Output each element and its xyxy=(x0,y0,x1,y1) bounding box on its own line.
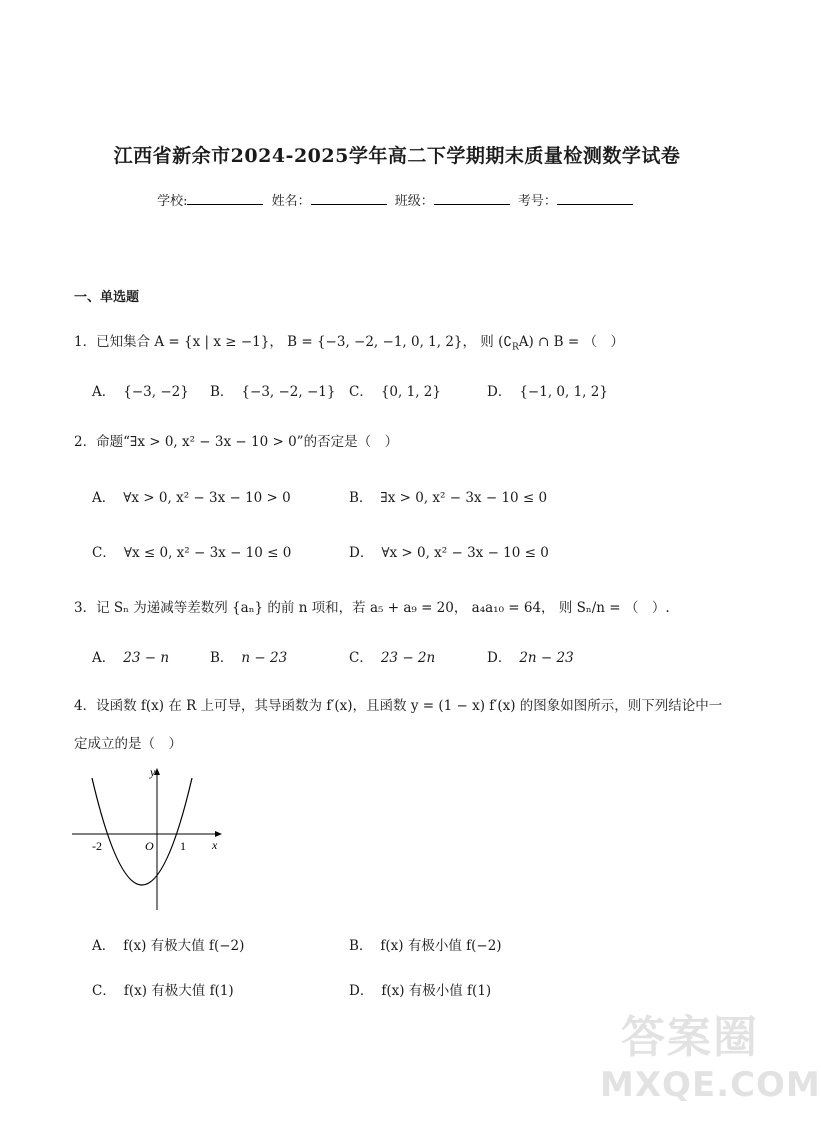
question-1-stem: 1．已知集合 A = {x | x ≥ −1}， B = {−3, −2, −1, 0, 1, 2}， 则 $(∁_RA)$ ∩ B = （ ） xyxy=(74,334,624,353)
one-label: 1 xyxy=(180,839,186,853)
q4-option-b[interactable]: B． f(x) 有极小值 f(−2) xyxy=(349,938,502,954)
school-blank xyxy=(187,192,263,205)
question-2-stem: 2．命题“∃x > 0, x² − 3x − 10 > 0”的否定是（ ） xyxy=(74,434,399,450)
watermark-en: MXQE.COM xyxy=(600,1065,821,1105)
q2-option-c[interactable]: C． ∀x ≤ 0, x² − 3x − 10 ≤ 0 xyxy=(92,545,292,561)
y-label: y xyxy=(150,765,156,779)
q2-option-b[interactable]: B． ∃x > 0, x² − 3x − 10 ≤ 0 xyxy=(349,490,548,506)
q3-option-c[interactable]: C． 23 − 2n xyxy=(349,650,436,666)
neg-two-label: -2 xyxy=(92,839,102,853)
q4-option-d[interactable]: D． f(x) 有极小值 f(1) xyxy=(349,983,492,999)
curve xyxy=(92,778,192,885)
page-title: 江西省新余市2024-2025学年高二下学期期末质量检测数学试卷 xyxy=(113,145,681,167)
x-label: x xyxy=(212,838,218,852)
q3-option-b[interactable]: B． n − 23 xyxy=(210,650,288,666)
name-blank xyxy=(311,192,387,205)
q4-option-c[interactable]: C． f(x) 有极大值 f(1) xyxy=(92,983,234,999)
section-title: 一、单选题 xyxy=(74,290,140,305)
q4-graph xyxy=(70,760,230,915)
q1-option-a[interactable]: A． {−3, −2} xyxy=(92,384,189,400)
watermark xyxy=(600,1001,821,1111)
name-label: 姓名： xyxy=(271,194,311,209)
question-4-stem-line2: 定成立的是（ ） xyxy=(74,736,182,752)
exam-no-label: 考号： xyxy=(517,194,557,209)
q3-option-a[interactable]: A． 23 − n xyxy=(92,650,170,666)
class-label: 班级： xyxy=(394,194,434,209)
school-label: 学校: xyxy=(157,194,188,209)
q2-option-d[interactable]: D． ∀x > 0, x² − 3x − 10 ≤ 0 xyxy=(349,545,549,561)
q2-option-a[interactable]: A． ∀x > 0, x² − 3x − 10 > 0 xyxy=(92,490,291,506)
watermark-cn: 答案圈 xyxy=(621,1012,759,1063)
q1-option-b[interactable]: B． {−3, −2, −1} xyxy=(210,384,336,400)
x-axis-arrow xyxy=(215,831,222,837)
q4-option-a[interactable]: A． f(x) 有极大值 f(−2) xyxy=(92,938,245,954)
exam-no-blank xyxy=(557,192,633,205)
student-info xyxy=(0,190,794,209)
q1-option-c[interactable]: C． {0, 1, 2} xyxy=(349,384,441,400)
q3-option-d[interactable]: D． 2n − 23 xyxy=(487,650,574,666)
q1-option-d[interactable]: D． {−1, 0, 1, 2} xyxy=(487,384,608,400)
class-blank xyxy=(434,192,510,205)
question-4-stem-line1: 4．设函数 f(x) 在 R 上可导，其导函数为 f′(x)，且函数 y = (1 − x) f′(x) 的图象如图所示，则下列结论中一 xyxy=(74,698,723,714)
question-3-stem: 3．记 Sₙ 为递减等差数列 {aₙ} 的前 n 项和，若 a₅ + a₉ = 20， a₄a₁₀ = 64， 则 Sₙ/n = （ ）. xyxy=(74,600,670,616)
origin-label: O xyxy=(145,839,154,853)
